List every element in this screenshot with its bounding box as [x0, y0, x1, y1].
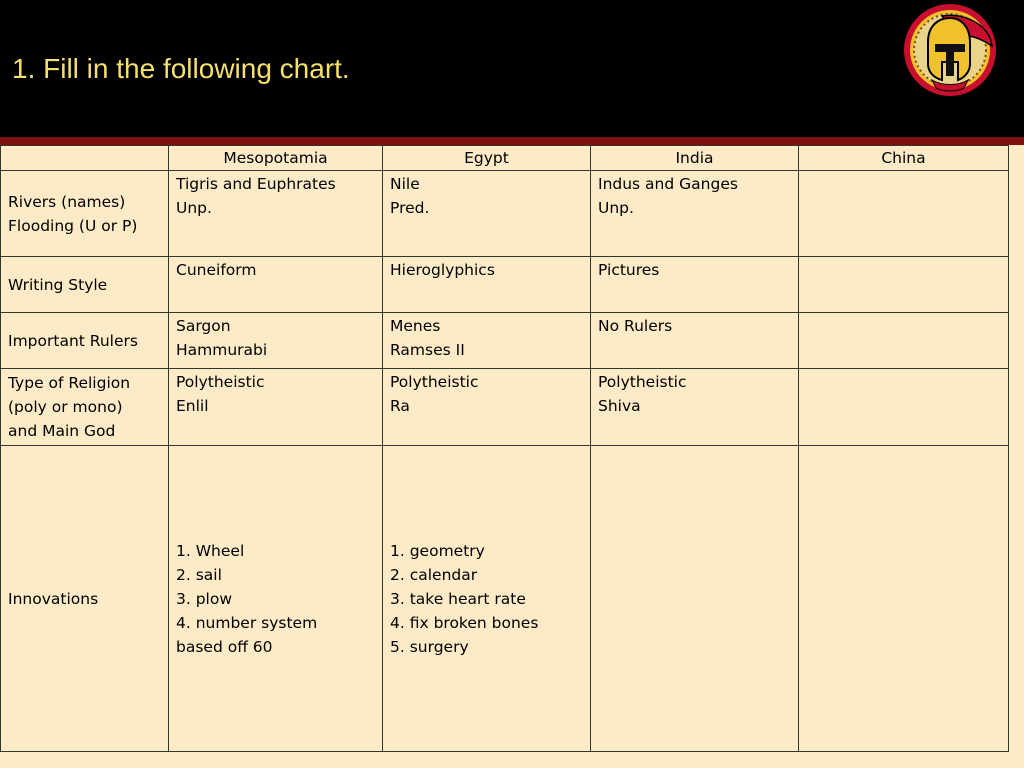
cell-rulers-mesopotamia: Sargon Hammurabi: [169, 313, 383, 369]
cell-rulers-egypt: Menes Ramses II: [383, 313, 591, 369]
cell-rivers-mesopotamia: Tigris and Euphrates Unp.: [169, 171, 383, 257]
corner-cell: [1, 146, 169, 171]
cell-rulers-india: No Rulers: [591, 313, 799, 369]
cell-writing-mesopotamia: Cuneiform: [169, 257, 383, 313]
cell-rivers-egypt: Nile Pred.: [383, 171, 591, 257]
row-label-writing: Writing Style: [1, 257, 169, 313]
slide-header: [0, 0, 1024, 137]
table-header-row: [1, 146, 1009, 171]
row-label-religion: Type of Religion (poly or mono) and Main God: [1, 369, 169, 446]
table-row-religion: [1, 369, 1009, 446]
spartan-helmet-logo: [902, 2, 998, 98]
table-row-rivers: [1, 171, 1009, 257]
column-header-egypt: Egypt: [383, 146, 591, 171]
cell-innovations-india: [591, 446, 799, 752]
column-header-mesopotamia: Mesopotamia: [169, 146, 383, 171]
cell-rivers-china: [799, 171, 1009, 257]
cell-rivers-india: Indus and Ganges Unp.: [591, 171, 799, 257]
cell-religion-egypt: Polytheistic Ra: [383, 369, 591, 446]
cell-writing-india: Pictures: [591, 257, 799, 313]
cell-religion-india: Polytheistic Shiva: [591, 369, 799, 446]
cell-rulers-china: [799, 313, 1009, 369]
row-label-rivers: Rivers (names) Flooding (U or P): [1, 171, 169, 257]
cell-writing-china: [799, 257, 1009, 313]
table-row-innovations: [1, 446, 1009, 752]
header-stripe: [0, 137, 1024, 145]
cell-religion-china: [799, 369, 1009, 446]
column-header-india: India: [591, 146, 799, 171]
row-label-innovations: Innovations: [1, 446, 169, 752]
civilizations-chart: [0, 145, 1009, 752]
column-header-china: China: [799, 146, 1009, 171]
table-row-rulers: [1, 313, 1009, 369]
cell-innovations-egypt: 1. geometry 2. calendar 3. take heart rate 4. fix broken bones 5. surgery: [383, 446, 591, 752]
table-row-writing: [1, 257, 1009, 313]
slide-title: 1. Fill in the following chart.: [12, 53, 350, 84]
cell-religion-mesopotamia: Polytheistic Enlil: [169, 369, 383, 446]
cell-innovations-mesopotamia: 1. Wheel 2. sail 3. plow 4. number system based off 60: [169, 446, 383, 752]
cell-writing-egypt: Hieroglyphics: [383, 257, 591, 313]
row-label-rulers: Important Rulers: [1, 313, 169, 369]
cell-innovations-china: [799, 446, 1009, 752]
